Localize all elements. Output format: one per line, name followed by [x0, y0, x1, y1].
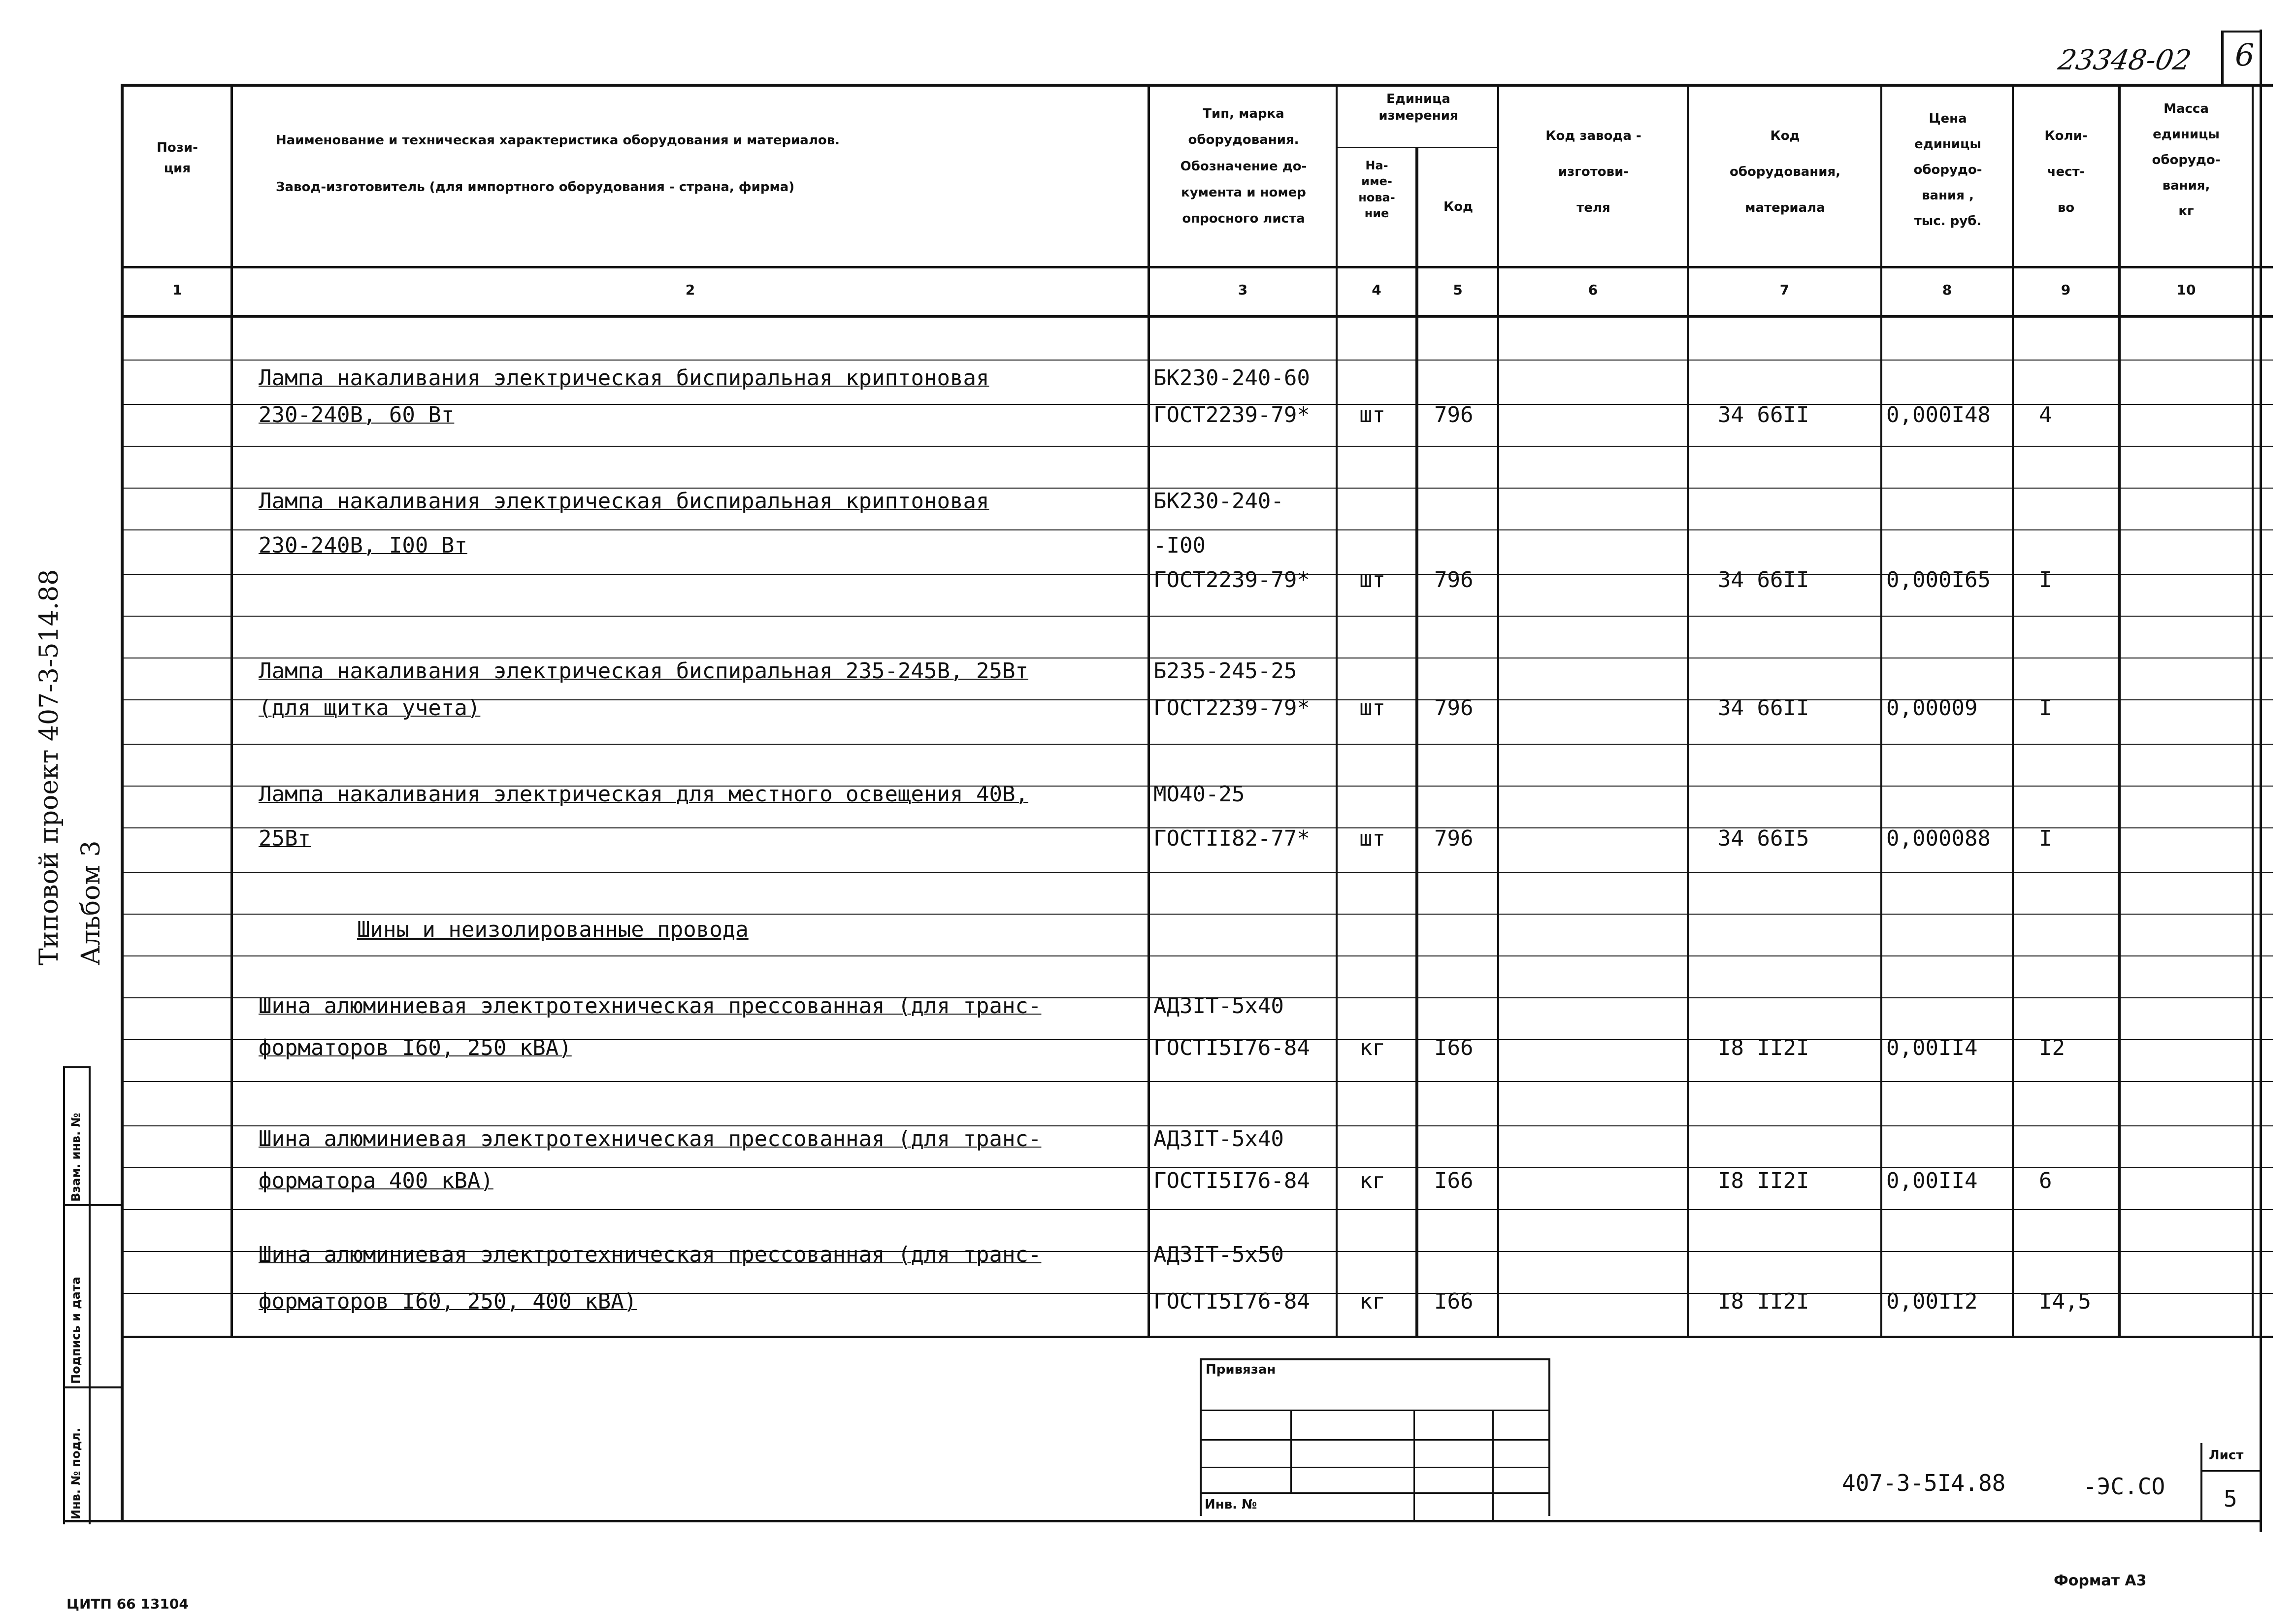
- item-type: -I00: [1153, 533, 1206, 558]
- side-album: Альбом 3: [76, 840, 106, 965]
- row-line: [121, 744, 2273, 745]
- item-price: 0,000I65: [1886, 567, 1991, 592]
- item-quantity: I2: [2039, 1035, 2065, 1060]
- col-line-5: [1497, 84, 1499, 1337]
- col-number-10: 10: [2176, 282, 2196, 298]
- row-line: [121, 360, 2273, 361]
- item-unit-code: 796: [1434, 567, 1474, 592]
- row-line: [121, 529, 2273, 530]
- item-equipment-code: I8 II2I: [1718, 1289, 1809, 1314]
- item-type: ГОСТI5I76-84: [1153, 1035, 1310, 1060]
- row-line: [121, 1081, 2273, 1082]
- item-quantity: I4,5: [2039, 1289, 2091, 1314]
- stamp-line-d: [1200, 1492, 1550, 1494]
- item-unit-code: 796: [1434, 402, 1474, 428]
- side-stamp-right: [89, 1066, 91, 1524]
- item-price: 0,000I48: [1886, 402, 1991, 428]
- item-type: ГОСТ2239-79*: [1153, 402, 1310, 428]
- item-name: Лампа накаливания электрическая биспиральная 235-245В, 25Вт: [259, 658, 1028, 684]
- item-unit-code: 796: [1434, 826, 1474, 851]
- item-name: 230-240В, 60 Вт: [259, 402, 455, 428]
- col-line-9: [2118, 84, 2121, 1337]
- stamp-list-label: Лист: [2209, 1448, 2244, 1463]
- item-quantity: 4: [2039, 402, 2052, 428]
- col-line-4: [1415, 147, 1418, 1337]
- side-stamp-div1: [63, 1204, 122, 1206]
- item-unit: шт: [1359, 567, 1385, 592]
- side-stamp-vzam: Взам. инв. №: [69, 1113, 83, 1202]
- corner-sheet: 6: [2235, 37, 2255, 73]
- col-number-6: 6: [1588, 282, 1598, 298]
- header-position: Пози- ция: [157, 140, 198, 176]
- row-line: [121, 616, 2273, 617]
- stamp-list-number: 5: [2224, 1485, 2237, 1512]
- frame-bottom: [64, 1520, 2262, 1522]
- item-equipment-code: 34 66II: [1718, 695, 1809, 721]
- stamp-vline-b: [1413, 1410, 1415, 1520]
- item-type: Б235-245-25: [1153, 658, 1297, 684]
- item-price: 0,00II4: [1886, 1168, 1978, 1193]
- item-name: форматоров I60, 250, 400 кВА): [259, 1289, 637, 1314]
- item-price: 0,00II2: [1886, 1289, 1978, 1314]
- item-name: Лампа накаливания электрическая биспиральная криптоновая: [259, 365, 989, 391]
- numbers-bottom-line: [121, 315, 2273, 318]
- item-type: БК230-240-: [1153, 489, 1284, 514]
- item-type: АДЗIТ-5х40: [1153, 1126, 1284, 1151]
- item-unit: шт: [1359, 826, 1385, 851]
- stamp-line-c: [1200, 1467, 1550, 1468]
- item-unit-code: I66: [1434, 1035, 1474, 1060]
- item-unit: кг: [1359, 1289, 1385, 1314]
- corner-box-left: [2221, 32, 2224, 86]
- frame-right: [2260, 30, 2262, 1532]
- row-line: [121, 955, 2273, 956]
- stamp-inv-no: Инв. №: [1205, 1497, 1257, 1512]
- header-factory-code: Код завода - изготови- теля: [1545, 129, 1641, 215]
- item-type: ГОСТII82-77*: [1153, 826, 1310, 851]
- item-price: 0,00II4: [1886, 1035, 1978, 1060]
- col-line-1: [230, 84, 233, 1337]
- item-name: Шина алюминиевая электротехническая прессованная (для транс-: [259, 1242, 1042, 1267]
- col-number-2: 2: [685, 282, 695, 298]
- side-stamp-left: [63, 1066, 65, 1524]
- item-unit-code: I66: [1434, 1289, 1474, 1314]
- stamp-doc-suffix: -ЭС.СО: [2083, 1473, 2165, 1500]
- stamp-line-a: [1200, 1410, 1550, 1411]
- header-bottom-line: [121, 266, 2273, 268]
- item-unit: кг: [1359, 1168, 1385, 1193]
- header-equipment-code: Код оборудования, материала: [1729, 129, 1841, 215]
- item-name: Лампа накаливания электрическая биспиральная криптоновая: [259, 489, 989, 514]
- col-line-2: [1148, 84, 1150, 1337]
- col-number-7: 7: [1779, 282, 1790, 298]
- header-mass: Масса единицы оборудо- вания, кг: [2152, 101, 2221, 219]
- header-unit-code: Код: [1443, 199, 1474, 214]
- item-unit-code: I66: [1434, 1168, 1474, 1193]
- col-number-3: 3: [1238, 282, 1248, 298]
- col-line-8: [2012, 84, 2014, 1337]
- stamp-doc-code: 407-3-5I4.88: [1842, 1470, 2006, 1496]
- header-unit: Единица измерения: [1378, 92, 1458, 123]
- item-unit: шт: [1359, 695, 1385, 721]
- item-name: форматора 400 кВА): [259, 1168, 493, 1193]
- item-equipment-code: 34 66I5: [1718, 826, 1809, 851]
- item-equipment-code: I8 II2I: [1718, 1168, 1809, 1193]
- item-equipment-code: I8 II2I: [1718, 1035, 1809, 1060]
- col-number-5: 5: [1453, 282, 1463, 298]
- item-name: Шина алюминиевая электротехническая прессованная (для транс-: [259, 1126, 1042, 1151]
- item-name: 230-240В, I00 Вт: [259, 533, 467, 558]
- item-type: МО40-25: [1153, 782, 1245, 807]
- row-line: [121, 1209, 2273, 1210]
- col-number-9: 9: [2061, 282, 2071, 298]
- item-type: АДЗIТ-5х50: [1153, 1242, 1284, 1267]
- item-type: ГОСТI5I76-84: [1153, 1289, 1310, 1314]
- row-line: [121, 446, 2273, 447]
- header-name-line1: Наименование и техническая характеристика оборудования и материалов.: [276, 133, 840, 148]
- item-name: (для щитка учета): [259, 695, 481, 721]
- side-stamp-inv-podl: Инв. № подл.: [69, 1428, 83, 1519]
- item-type: БК230-240-60: [1153, 365, 1310, 391]
- format-label: Формат А3: [2054, 1572, 2147, 1589]
- item-name: 25Вт: [259, 826, 311, 851]
- col-line-3: [1336, 84, 1338, 1337]
- header-quantity: Коли- чест- во: [2044, 129, 2088, 215]
- item-name: форматоров I60, 250 кВА): [259, 1035, 572, 1060]
- item-type: ГОСТ2239-79*: [1153, 695, 1310, 721]
- item-unit-code: 796: [1434, 695, 1474, 721]
- col-number-4: 4: [1372, 282, 1381, 298]
- frame-left: [121, 84, 124, 1522]
- side-stamp-top: [63, 1066, 91, 1068]
- item-unit: кг: [1359, 1035, 1385, 1060]
- stamp-vline-a: [1290, 1410, 1292, 1493]
- item-price: 0,000088: [1886, 826, 1991, 851]
- item-equipment-code: 34 66II: [1718, 567, 1809, 592]
- item-type: ГОСТI5I76-84: [1153, 1168, 1310, 1193]
- item-quantity: I: [2039, 826, 2052, 851]
- side-stamp-div2: [63, 1386, 122, 1388]
- col-line-10: [2252, 84, 2254, 1337]
- stamp-vline-c: [1492, 1410, 1494, 1520]
- col-line-7: [1880, 84, 1882, 1337]
- item-type: ГОСТ2239-79*: [1153, 567, 1310, 592]
- header-unit-name: На- име- нова- ние: [1358, 159, 1395, 221]
- item-price: 0,00009: [1886, 695, 1978, 721]
- row-line: [121, 872, 2273, 873]
- col-line-6: [1687, 84, 1689, 1337]
- row-line: [121, 914, 2273, 915]
- item-name: Шина алюминиевая электротехническая прессованная (для транс-: [259, 993, 1042, 1019]
- header-name-line2: Завод-изготовитель (для импортного оборудования - страна, фирма): [276, 180, 795, 195]
- stamp-privyazan-label: Привязан: [1206, 1362, 1276, 1377]
- item-quantity: 6: [2039, 1168, 2052, 1193]
- item-quantity: I: [2039, 695, 2052, 721]
- item-quantity: I: [2039, 567, 2052, 592]
- header-price: Цена единицы оборудо- вания , тыс. руб.: [1913, 111, 1982, 229]
- side-stamp-podpis: Подпись и дата: [69, 1277, 83, 1384]
- corner-box-top: [2221, 31, 2262, 33]
- col-number-1: 1: [172, 282, 182, 298]
- header-type: Тип, марка оборудования. Обозначение до- кумента и номер опросного листа: [1180, 106, 1307, 227]
- stamp-list-line: [2200, 1470, 2261, 1472]
- section-heading: Шины и неизолированные провода: [357, 917, 749, 942]
- col-number-8: 8: [1942, 282, 1952, 298]
- frame-top: [121, 84, 2273, 87]
- table-bottom-line: [121, 1336, 2273, 1338]
- item-unit: шт: [1359, 402, 1385, 428]
- side-title: Типовой проект 407-3-514.88: [34, 569, 64, 965]
- stamp-line-b: [1200, 1439, 1550, 1441]
- print-mark: ЦИТП 66 13104: [66, 1596, 189, 1612]
- item-type: АДЗIТ-5х40: [1153, 993, 1284, 1019]
- item-equipment-code: 34 66II: [1718, 402, 1809, 428]
- item-name: Лампа накаливания электрическая для местного освещения 40В,: [259, 782, 1028, 807]
- corner-code: 23348-02: [2056, 44, 2194, 76]
